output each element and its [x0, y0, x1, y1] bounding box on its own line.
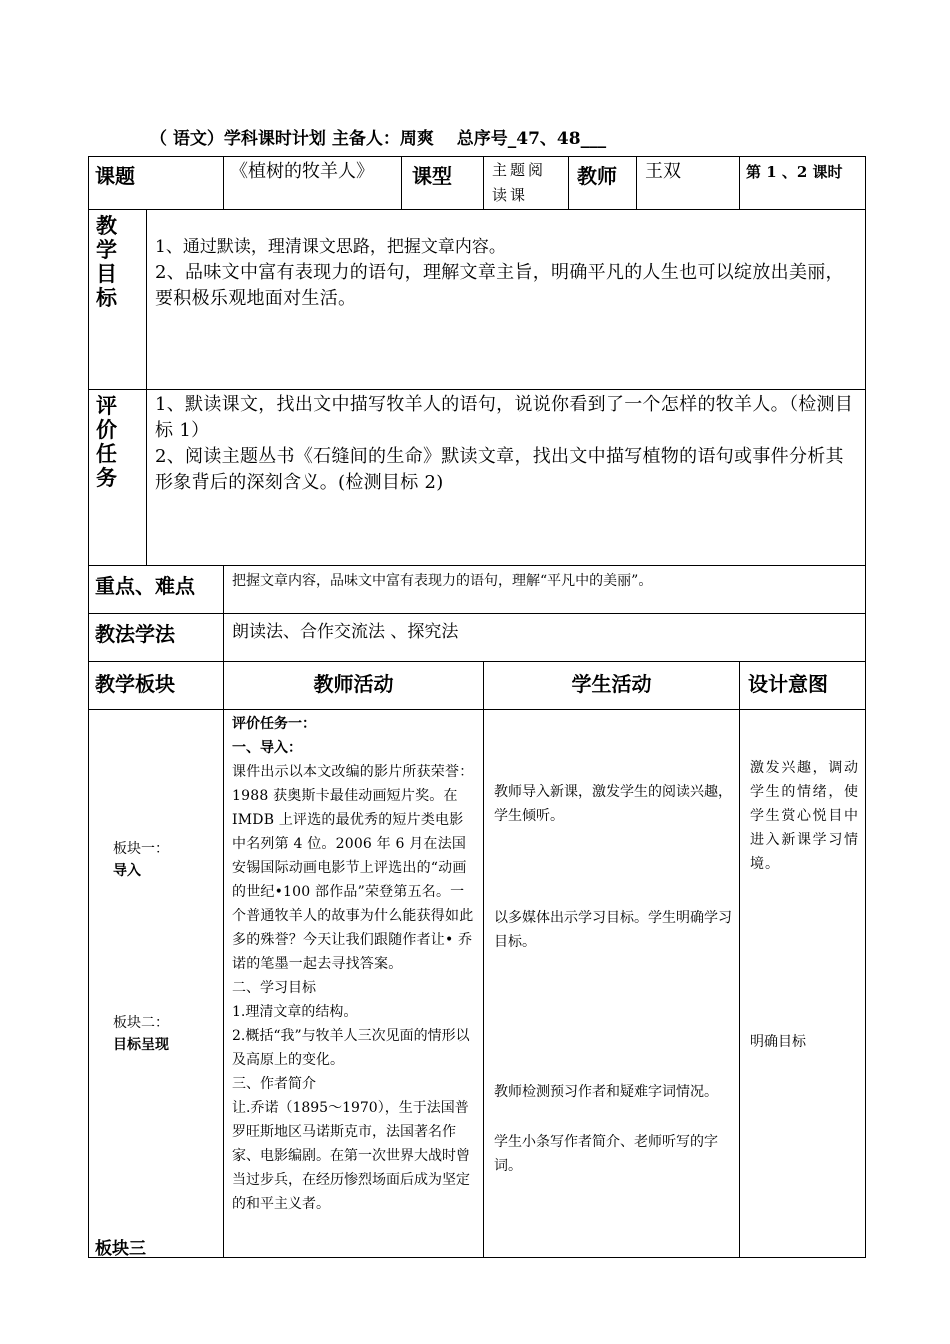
- student-activity-1: 教师导入新课，激发学生的阅读兴趣，学生倾听。: [494, 784, 732, 824]
- method-label-cell: [89, 614, 224, 662]
- teacher-goal-2: 2.概括“我”与牧羊人三次见面的情形以及高原上的变化。: [232, 1028, 470, 1068]
- block-2-title: 板块二：: [113, 1015, 169, 1031]
- key-label-cell: [89, 566, 224, 614]
- type-value: 主题阅读课: [492, 161, 547, 204]
- blocks-cell: [89, 710, 224, 1258]
- topic-label: 课题: [95, 164, 135, 188]
- col-teacher-label: 教师活动: [313, 672, 394, 696]
- teacher-goals-heading: 二、学习目标: [232, 980, 316, 996]
- student-activity-3: 教师检测预习作者和疑难字词情况。: [494, 1084, 718, 1100]
- goal-line-1: 1、通过默读，理清课文思路，把握文章内容。: [155, 237, 506, 257]
- block-2-name: 目标呈现: [113, 1037, 169, 1053]
- teacher-task-heading: 评价任务一：: [232, 716, 316, 732]
- student-activity-2: 以多媒体出示学习目标。学生明确学习目标。: [494, 910, 732, 950]
- teacher-author-paragraph: 让.乔诺（1895～1970），生于法国普罗旺斯地区马诺斯克市，法国著名作家、电影编剧。在第一次世界大战时曾当过步兵，在经历惨烈场面后成为坚定的和平主义者。: [232, 1100, 470, 1212]
- teacher-label-cell: [569, 157, 637, 210]
- teacher-author-heading: 三、作者简介: [232, 1076, 316, 1092]
- key-label: 重点、难点: [95, 574, 195, 598]
- goals-label: 教学目标: [96, 214, 117, 310]
- teacher-activity-cell: [224, 710, 484, 1258]
- type-label-cell: [402, 157, 484, 210]
- method-value: 朗读法、合作交流法 、探究法: [232, 622, 459, 642]
- col-blocks-label: 教学板块: [95, 672, 175, 696]
- key-content-cell: [224, 566, 866, 614]
- block-3-title: 板块三: [95, 1239, 146, 1259]
- col-intent-label: 设计意图: [748, 672, 828, 696]
- task-line-1: 1、默读课文，找出文中描写牧羊人的语句，说说你看到了一个怎样的牧羊人。（检测目标 1）: [155, 394, 854, 441]
- method-content-cell: [224, 614, 866, 662]
- block-1-title: 板块一：: [113, 841, 169, 857]
- student-activity-cell: [484, 710, 740, 1258]
- period-value: 第 1 、2 课时: [746, 163, 843, 181]
- teacher-goal-1: 1.理清文章的结构。: [232, 1004, 358, 1020]
- teacher-value-cell: [637, 157, 740, 210]
- teacher-intro-paragraph: 课件出示以本文改编的影片所获荣誉：1988 获奥斯卡最佳动画短片奖。在 IMDB 上评选的最优秀的短片类电影中名列第 4 位。2006 年 6 月在法国安锡国际动画电影节上评选出的“动画的世纪•100 部作品”荣登第五名。一个普通牧羊人的故事为什么能获得如此多的殊誉？今天让我们跟随作者让• 乔诺的笔墨一起去寻找答案。: [232, 764, 474, 972]
- design-intent-cell: [740, 710, 866, 1258]
- topic-value: 《植树的牧羊人》: [230, 161, 374, 182]
- tasks-label: 评价任务: [96, 394, 117, 490]
- teacher-intro-heading: 一、导入：: [232, 740, 302, 756]
- col-header-student: [484, 662, 740, 710]
- key-value: 把握文章内容，品味文中富有表现力的语句，理解“平凡中的美丽”。: [232, 573, 653, 589]
- lesson-plan-table: [88, 156, 866, 1258]
- teacher-value: 王双: [645, 161, 681, 182]
- topic-value-cell: [224, 157, 402, 210]
- tasks-content-cell: [147, 390, 866, 566]
- student-activity-4: 学生小条写作者简介、老师听写的字词。: [494, 1134, 718, 1174]
- period-cell: [740, 157, 866, 210]
- type-value-cell: [484, 157, 569, 210]
- col-student-label: 学生活动: [571, 672, 652, 696]
- block-1-name: 导入: [113, 863, 141, 879]
- goals-content-cell: [147, 210, 866, 390]
- col-header-blocks: [89, 662, 224, 710]
- goal-line-2: 2、品味文中富有表现力的语句，理解文章主旨，明确平凡的人生也可以绽放出美丽，要积极乐观地面对生活。: [155, 262, 844, 309]
- col-header-teacher: [224, 662, 484, 710]
- col-header-intent: [740, 662, 866, 710]
- design-intent-1: 激发兴趣，调动学生的情绪，使学生赏心悦目中进入新课学习情境。: [750, 760, 859, 872]
- teacher-label: 教师: [577, 164, 617, 188]
- type-label: 课型: [412, 164, 452, 188]
- plan-header: （ 语文）学科课时计划 主备人：周爽 总序号_47、48___: [150, 129, 607, 149]
- tasks-label-cell: [89, 390, 147, 566]
- topic-label-cell: [89, 157, 224, 210]
- task-line-2: 2、阅读主题丛书《石缝间的生命》默读文章，找出文中描写植物的语句或事件分析其形象背后的深刻含义。(检测目标 2): [155, 446, 844, 493]
- method-label: 教法学法: [95, 622, 175, 646]
- design-intent-2: 明确目标: [750, 1034, 806, 1050]
- goals-label-cell: [89, 210, 147, 390]
